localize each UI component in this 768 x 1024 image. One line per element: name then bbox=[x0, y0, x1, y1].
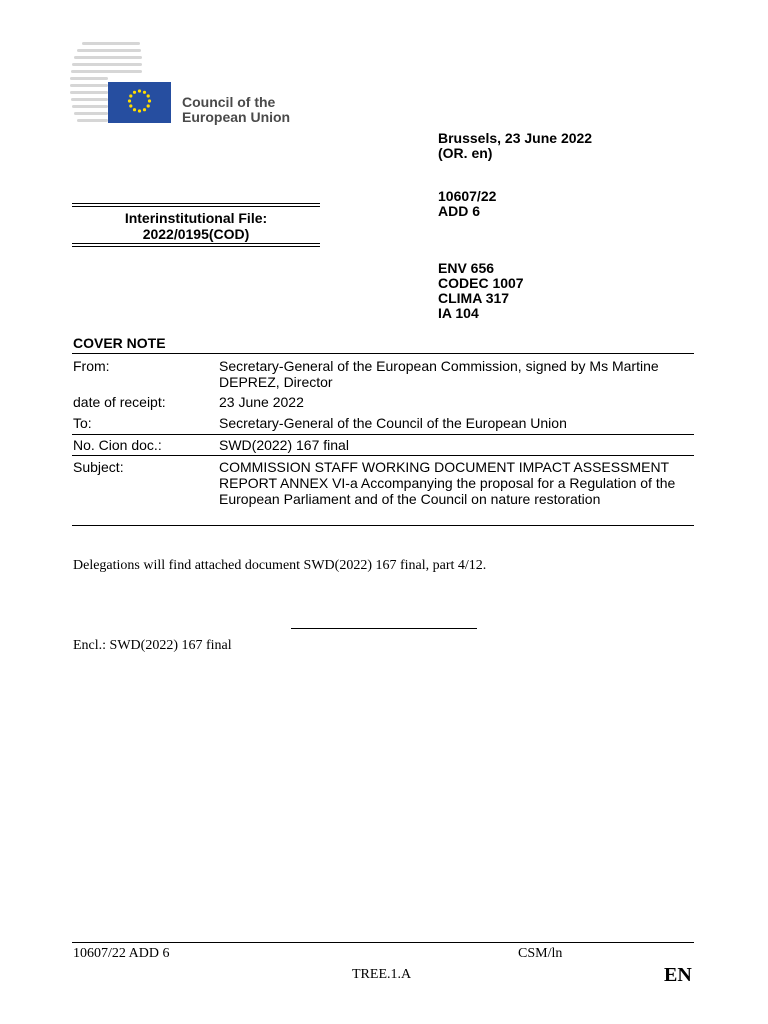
original-language: (OR. en) bbox=[438, 145, 493, 161]
doc-number-block bbox=[438, 189, 496, 219]
code-env: ENV 656 bbox=[438, 260, 495, 276]
double-rule-bottom bbox=[72, 243, 320, 247]
code-codec: CODEC 1007 bbox=[438, 275, 524, 291]
addendum: ADD 6 bbox=[438, 203, 481, 219]
row-label: date of receipt: bbox=[73, 394, 166, 410]
double-rule-top bbox=[72, 203, 320, 207]
footer-language: EN bbox=[664, 964, 692, 986]
code-clima: CLIMA 317 bbox=[438, 290, 510, 306]
row-label: From: bbox=[73, 358, 110, 374]
row-value: COMMISSION STAFF WORKING DOCUMENT IMPACT ASSESSMENT REPORT ANNEX VI-a Accompanying the proposal for a Regulation of the European Parliament and of the Council on nature restoration bbox=[219, 459, 676, 507]
row-value: 23 June 2022 bbox=[219, 394, 304, 410]
delegations-text: Delegations will find attached document SWD(2022) 167 final, part 4/12. bbox=[73, 558, 487, 573]
council-name bbox=[182, 95, 290, 125]
interinstitutional-file-label: Interinstitutional File: bbox=[124, 210, 268, 226]
row-value: Secretary-General of the European Commission, signed by Ms Martine DEPREZ, Director bbox=[219, 358, 659, 390]
table-rule bbox=[72, 455, 694, 456]
cover-note-title: COVER NOTE bbox=[73, 335, 166, 351]
separator-rule bbox=[291, 628, 477, 629]
code-ia: IA 104 bbox=[438, 305, 479, 321]
table-rule bbox=[72, 525, 694, 526]
enclosure-text: Encl.: SWD(2022) 167 final bbox=[73, 638, 232, 653]
interinstitutional-file-box bbox=[72, 203, 320, 247]
row-value: SWD(2022) 167 final bbox=[219, 437, 349, 453]
doc-codes bbox=[438, 261, 524, 321]
footer-department: TREE.1.A bbox=[352, 967, 412, 982]
footer-doc-ref: 10607/22 ADD 6 bbox=[73, 946, 170, 961]
footer-initials: CSM/ln bbox=[518, 946, 563, 961]
row-label: Subject: bbox=[73, 459, 124, 475]
row-value: Secretary-General of the Council of the European Union bbox=[219, 415, 567, 431]
row-label: No. Cion doc.: bbox=[73, 437, 162, 453]
doc-number: 10607/22 bbox=[438, 188, 497, 204]
council-name-line1: Council of the bbox=[182, 94, 276, 110]
place-date-block bbox=[438, 131, 592, 161]
table-rule bbox=[72, 353, 694, 354]
interinstitutional-file-number: 2022/0195(COD) bbox=[142, 226, 250, 242]
eu-flag bbox=[108, 82, 171, 123]
table-rule bbox=[72, 434, 694, 435]
row-label: To: bbox=[73, 415, 92, 431]
footer-rule bbox=[72, 942, 694, 943]
place-date: Brussels, 23 June 2022 bbox=[438, 130, 593, 146]
council-name-line2: European Union bbox=[182, 109, 291, 125]
